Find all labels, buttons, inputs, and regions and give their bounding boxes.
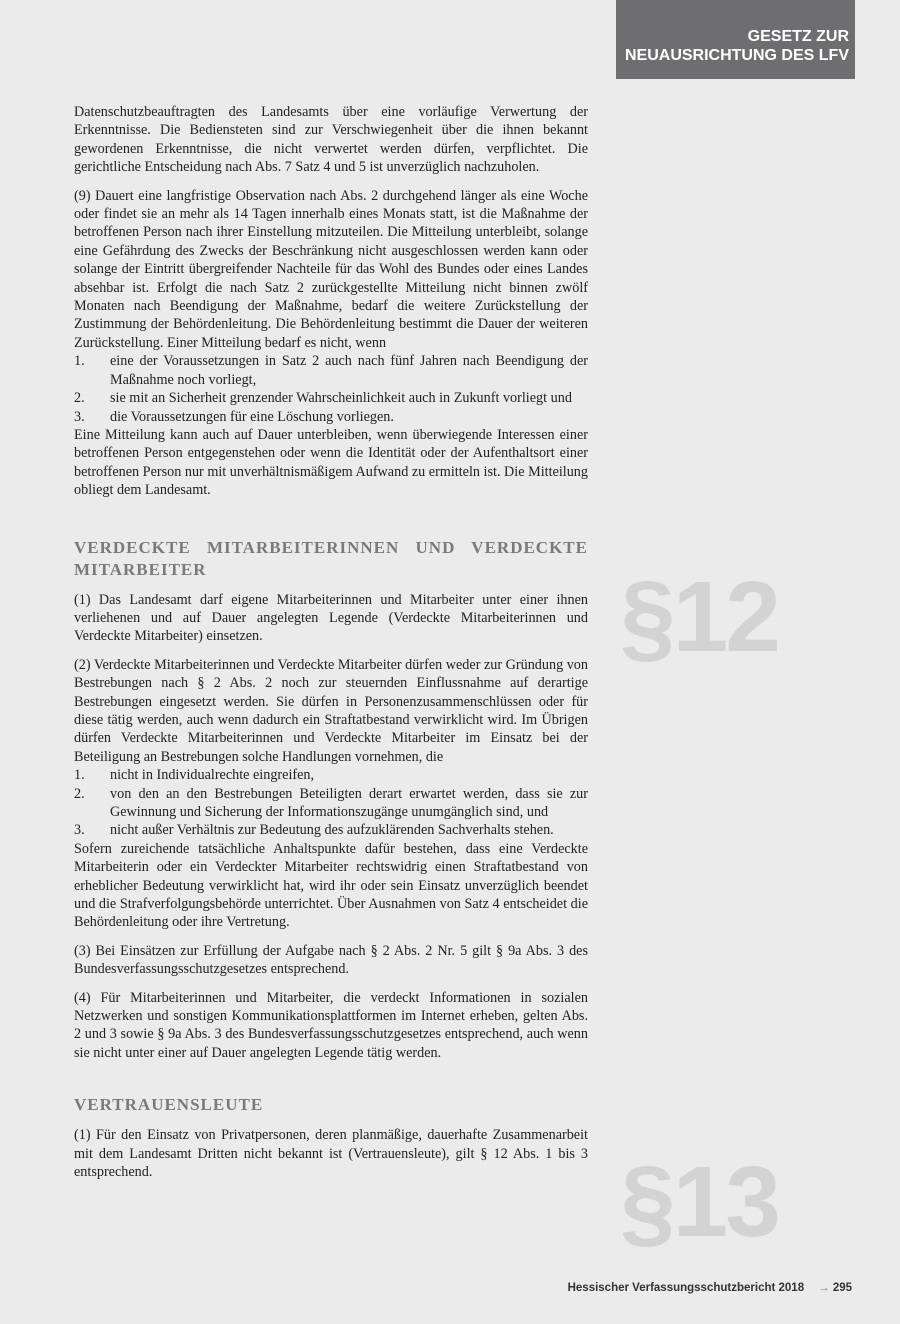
list-item: [74, 352, 588, 389]
section-13-paragraph-1: (1) Für den Einsatz von Privatpersonen, deren planmäßige, dauerhafte Zusammenarbeit mit dem Landesamt Dritten nicht bekannt ist (Vertrauensleute), gilt § 12 Abs. 1 bis 3 entsprechend.: [74, 1127, 588, 1181]
section-12-title: VERDECKTE MITARBEITERINNEN UND VERDECKTE MITARBEITER: [74, 537, 588, 579]
page-number: 295: [832, 1282, 852, 1294]
list-item: [74, 821, 588, 839]
section-12-paragraph-2-closing: Sofern zureichende tatsächliche Anhaltspunkte dafür bestehen, dass eine Verdeckte Mitarbeiterin oder ein Verdeckter Mitarbeiter rechtswidrig einen Straftatbestand von erheblicher Bedeutung verwirklicht hat, wird ihr oder sein Einsatz unverzüglich beendet und die Strafverfolgungsbehörde unterrichtet. Über Ausnahmen von Satz 4 entscheidet die Behördenleitung oder ihre Vertretung.: [74, 840, 588, 931]
chapter-header-line2: NEUAUSRICHTUNG DES LFV: [624, 47, 849, 64]
list-item-text: sie mit an Sicherheit grenzender Wahrscheinlichkeit auch in Zukunft vorliegt und: [110, 390, 572, 407]
list-item-number: 1.: [74, 353, 85, 370]
section-12-marker: §12: [620, 561, 778, 673]
list-item-text: von den an den Bestrebungen Beteiligten derart erwartet werden, dass sie zur Gewinnung und Sicherung der Informationszugänge unumgänglich sind, und: [110, 785, 588, 820]
section-12-paragraph-1: (1) Das Landesamt darf eigene Mitarbeiterinnen und Mitarbeiter unter einer ihnen verliehenen und auf Dauer angelegten Legende (Verdeckte Mitarbeiterinnen und Verdeckte Mitarbeiter) einsetzen.: [74, 591, 588, 645]
list-item: [74, 766, 588, 784]
paragraph-9-closing: Eine Mitteilung kann auch auf Dauer unterbleiben, wenn überwiegende Interessen einer betroffenen Person entgegenstehen oder wenn die Identität oder der Aufenthaltsort einer betroffenen Person nur mit unverhältnismäßigem Aufwand zu ermitteln ist. Die Mitteilung obliegt dem Landesamt.: [74, 426, 588, 499]
publication-title: Hessischer Verfassungsschutzbericht 2018: [567, 1282, 805, 1294]
intro-paragraph: Datenschutzbeauftragten des Landesamts über eine vorläufige Verwertung der Erkenntnisse. Die Bediensteten sind zur Verschwiegenheit über die ihnen bekannt gewordenen Erkenntnisse, die nicht verwertet werden dürfen, verpflichtet. Die gerichtliche Entscheidung nach Abs. 7 Satz 4 und 5 ist unverzüglich nachzuholen.: [74, 104, 588, 176]
chapter-header: [616, 0, 855, 79]
section-12-paragraph-3: (3) Bei Einsätzen zur Erfüllung der Aufgabe nach § 2 Abs. 2 Nr. 5 gilt § 9a Abs. 3 des Bundesverfassungsschutzgesetzes entsprechend.: [74, 942, 588, 978]
arrow-right-icon: →: [818, 1282, 830, 1294]
list-item: [74, 785, 588, 822]
paragraph-9: (9) Dauert eine langfristige Observation nach Abs. 2 durchgehend länger als eine Woche oder findet sie an mehr als 14 Tagen innerhalb eines Monats statt, ist die Maßnahme der betroffenen Person nach ihrer Einstellung mitzuteilen. Die Mitteilung unterbleibt, solange eine Gefährdung des Zwecks der Beschränkung nicht ausgeschlossen werden kann oder solange der Eintritt übergreifender Nachteile für das Wohl des Bundes oder eines Landes absehbar ist. Erfolgt die nach Satz 2 zurückgestellte Mitteilung nicht binnen zwölf Monaten nach Beendigung der Maßnahme, bedarf die weitere Zurückstellung der Zustimmung der Behördenleitung. Die Behördenleitung bestimmt die Dauer der weiteren Zurückstellung. Einer Mitteilung bedarf es nicht, wenn: [74, 187, 588, 351]
section-12-list: [74, 766, 588, 840]
main-text-column: [74, 103, 588, 1192]
list-item-text: nicht außer Verhältnis zur Bedeutung des aufzuklärenden Sachverhalts stehen.: [110, 822, 554, 839]
list-item-number: 3.: [74, 822, 85, 839]
section-12-paragraph-2: (2) Verdeckte Mitarbeiterinnen und Verdeckte Mitarbeiter dürfen weder zur Gründung von Bestrebungen nach § 2 Abs. 2 noch zur steuernden Einflussnahme auf derartige Bestrebungen eingesetzt werden. Sie dürfen in Personenzusammenschlüssen oder für diese tätig werden, auch wenn dadurch ein Straftatbestand verwirklicht wird. Im Übrigen dürfen Verdeckte Mitarbeiterinnen und Verdeckte Mitarbeiter im Einsatz bei der Beteiligung an Bestrebungen solche Handlungen vornehmen, die: [74, 656, 588, 765]
list-item-number: 3.: [74, 408, 85, 425]
list-item-text: nicht in Individualrechte eingreifen,: [110, 767, 315, 784]
page-footer: [568, 1282, 852, 1294]
list-item-text: eine der Voraussetzungen in Satz 2 auch nach fünf Jahren nach Beendigung der Maßnahme noch vorliegt,: [110, 353, 588, 388]
chapter-header-line1: GESETZ ZUR: [747, 28, 849, 45]
list-item-number: 2.: [74, 390, 85, 407]
list-item-number: 1.: [74, 767, 85, 784]
section-13-title: VERTRAUENSLEUTE: [74, 1095, 264, 1115]
list-item: [74, 408, 588, 426]
section-13-marker: §13: [620, 1146, 778, 1258]
section-12-paragraph-4: (4) Für Mitarbeiterinnen und Mitarbeiter, die verdeckt Informationen in sozialen Netzwerken und sonstigen Kommunikationsplattformen im Internet erheben, gelten Abs. 2 und 3 sowie § 9a Abs. 3 des Bundesverfassungsschutzgesetzes entsprechend, auch wenn sie nicht unter einer auf Dauer angelegten Legende tätig werden.: [74, 989, 588, 1061]
list-item-text: die Voraussetzungen für eine Löschung vorliegen.: [110, 408, 394, 425]
list-item-number: 2.: [74, 785, 85, 802]
list-item: [74, 389, 588, 407]
paragraph-9-list: [74, 352, 588, 426]
